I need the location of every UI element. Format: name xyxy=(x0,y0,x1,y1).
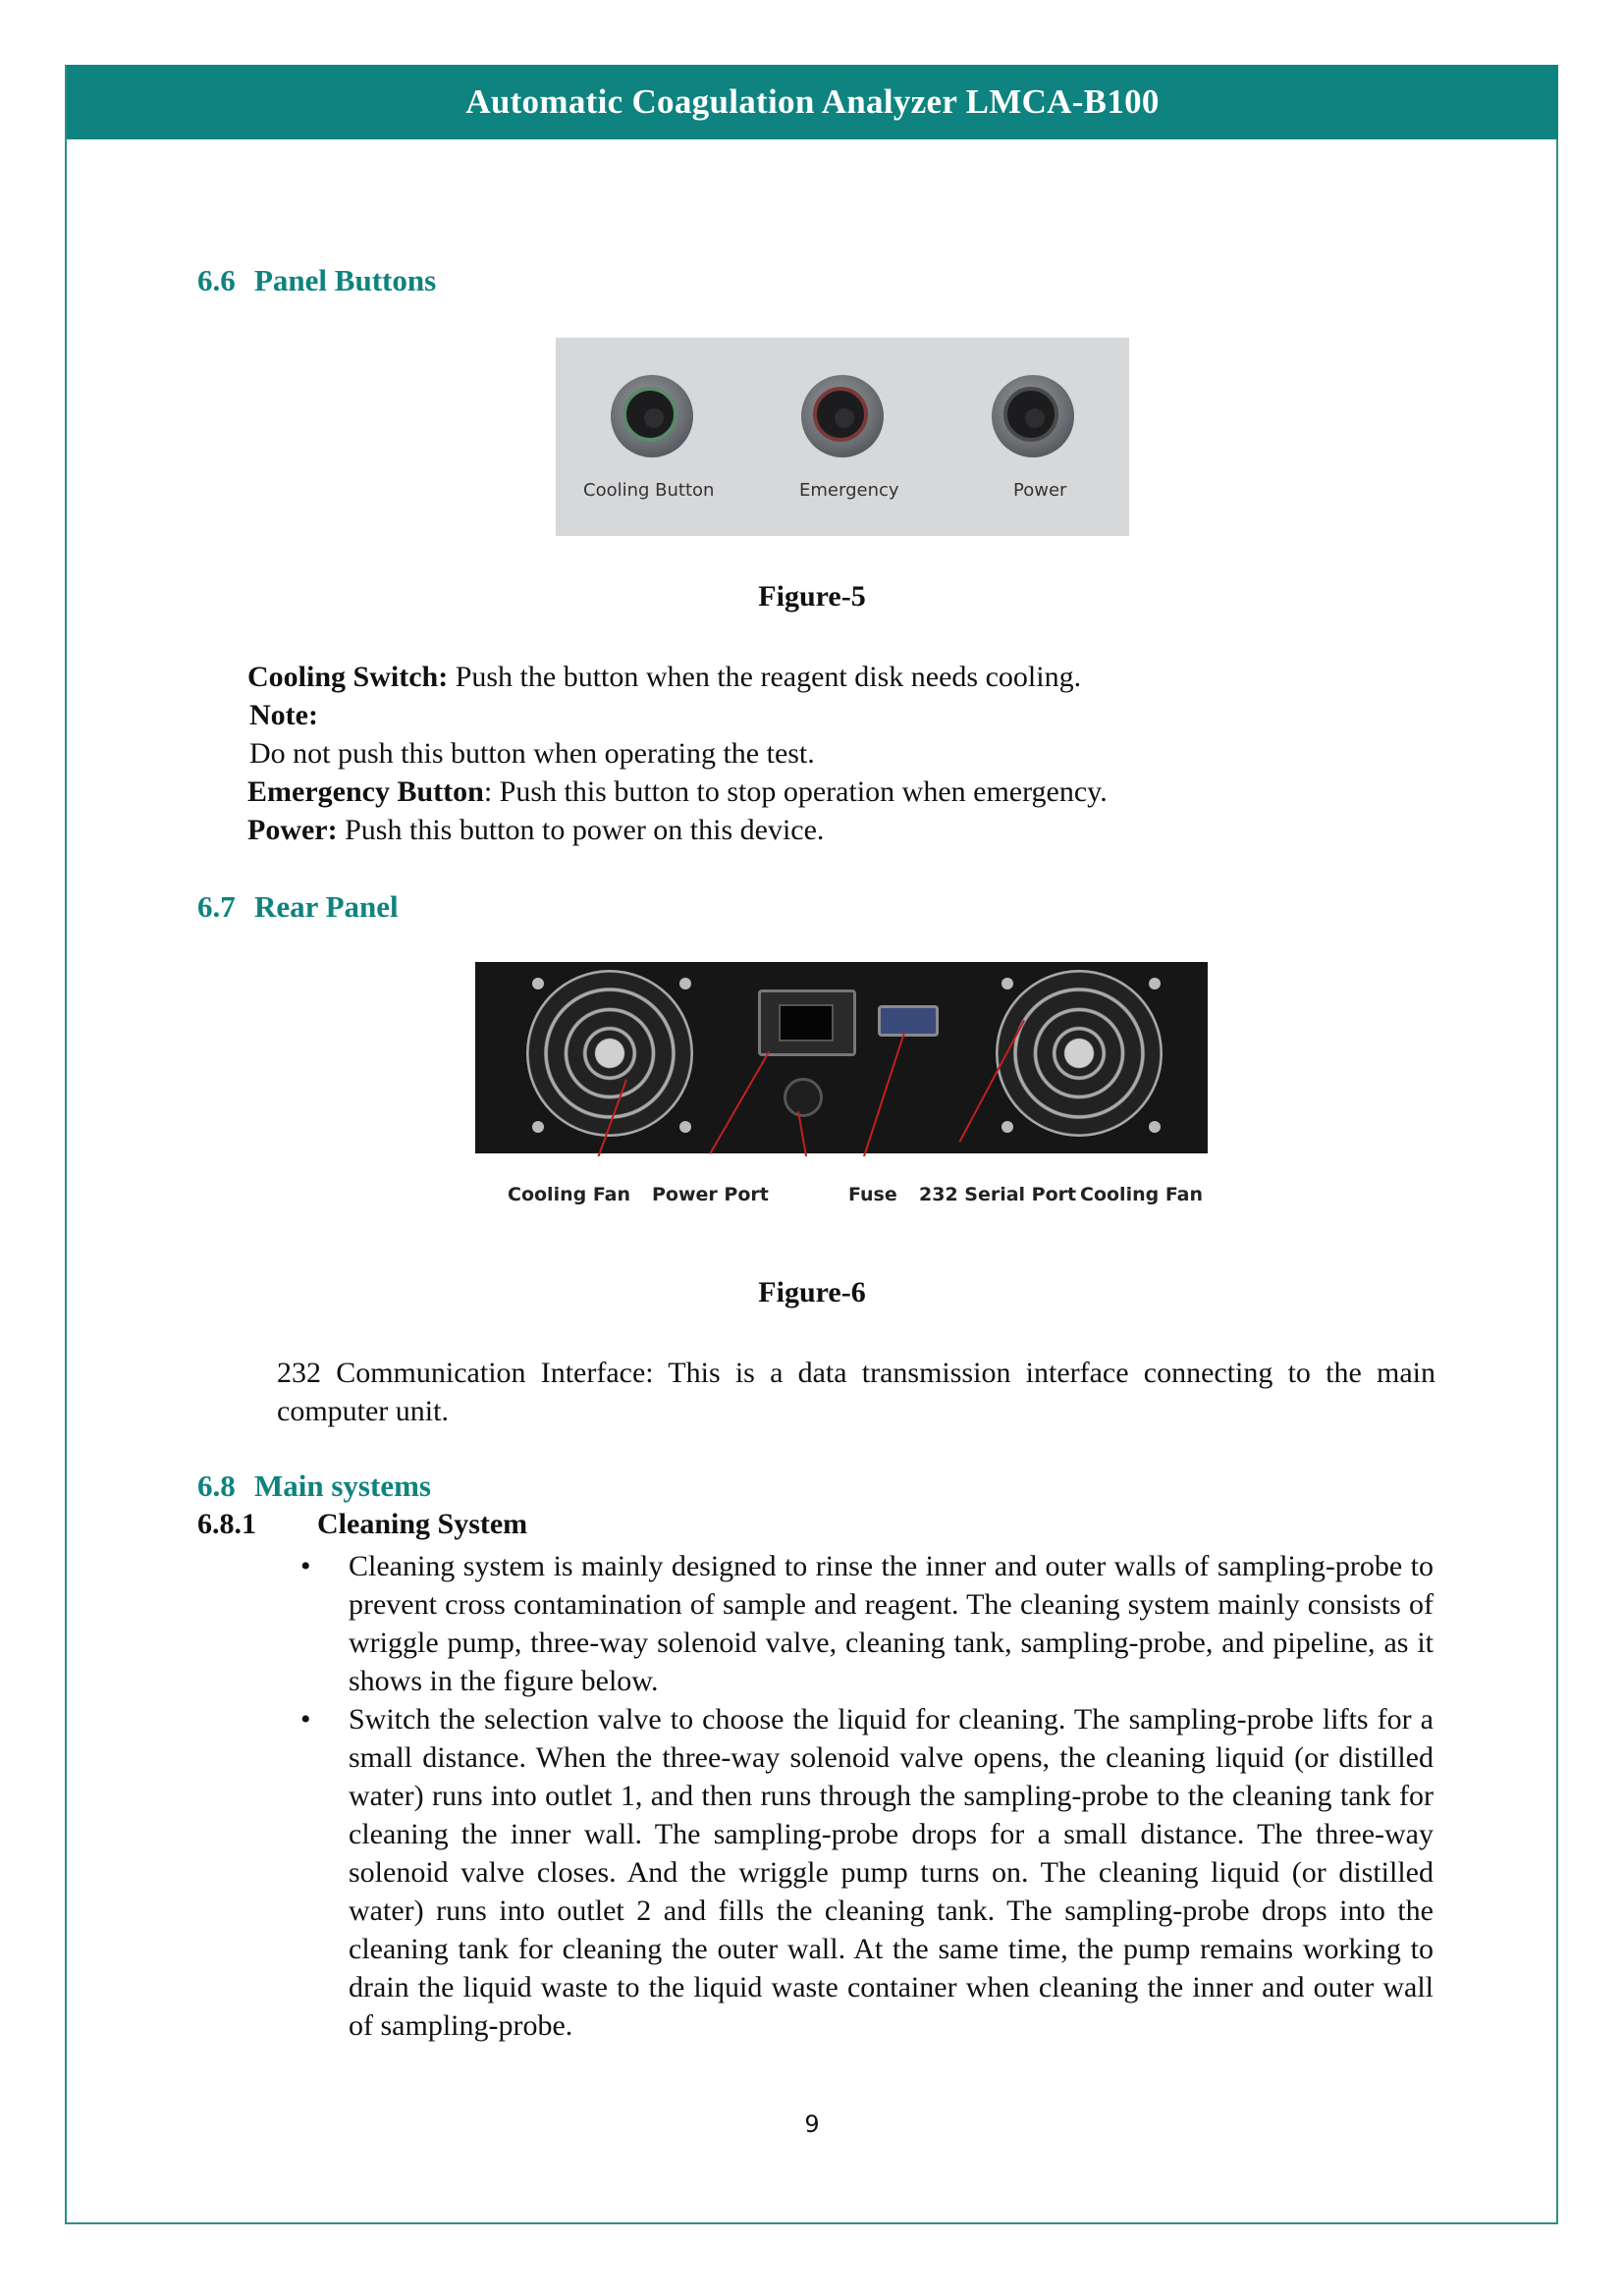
section-number: 6.7 xyxy=(197,889,236,924)
interface-paragraph: 232 Communication Interface: This is a data transmission interface connecting to the main computer unit. xyxy=(277,1357,1435,1427)
bullet-icon: • xyxy=(300,1703,311,1735)
power-desc xyxy=(247,811,824,849)
power-port-image xyxy=(758,989,856,1056)
note-text: Do not push this button when operating the test. xyxy=(249,737,815,770)
cooling-fan-left-image xyxy=(526,970,693,1137)
figure-5-caption: Figure-5 xyxy=(758,580,866,613)
power-label: Power: xyxy=(247,814,338,846)
figure5-label-power: Power xyxy=(1013,480,1067,501)
figure6-label-power-port: Power Port xyxy=(652,1184,769,1205)
cooling-switch-desc xyxy=(247,658,1081,696)
cooling-button-image xyxy=(611,375,693,457)
emergency-button-desc xyxy=(247,773,1108,811)
subsection-title: Cleaning System xyxy=(317,1508,528,1540)
page-header xyxy=(67,65,1558,139)
section-heading-6-8 xyxy=(197,1468,431,1504)
figure-6-labels xyxy=(475,1156,1208,1215)
emergency-button-label: Emergency Button xyxy=(247,775,484,808)
note-label-line xyxy=(249,696,318,734)
section-title: Panel Buttons xyxy=(254,263,437,297)
subsection-number: 6.8.1 xyxy=(197,1508,256,1540)
cooling-switch-text: Push the button when the reagent disk needs cooling. xyxy=(448,661,1082,693)
list-item: • Cleaning system is mainly designed to rinse the inner and outer walls of sampling-probe to prevent cross contamination of sample and reagent. The cleaning system mainly consists of wriggle pump, three-way solenoid valve, cleaning tank, sampling-probe, and pipeline, as it shows in the figure below. xyxy=(295,1547,1434,1700)
figure-6-caption: Figure-6 xyxy=(758,1276,866,1308)
note-label: Note: xyxy=(249,699,318,731)
section-title: Main systems xyxy=(254,1468,431,1503)
cooling-fan-right-image xyxy=(996,970,1163,1137)
figure6-label-cooling-fan-right: Cooling Fan xyxy=(1080,1184,1204,1205)
bullet-icon: • xyxy=(300,1550,311,1582)
serial-port-image xyxy=(878,1005,939,1037)
figure5-label-cooling: Cooling Button xyxy=(583,480,715,501)
figure5-label-emergency: Emergency xyxy=(799,480,899,501)
figure-6-rear-panel xyxy=(475,962,1208,1153)
figure6-label-serial-port: 232 Serial Port xyxy=(919,1184,1077,1205)
emergency-button-image xyxy=(801,375,884,457)
section-heading-6-7 xyxy=(197,889,399,925)
page-number: 9 xyxy=(804,2110,820,2138)
power-text: Push this button to power on this device. xyxy=(337,814,825,846)
header-title: Automatic Coagulation Analyzer LMCA-B100 xyxy=(465,82,1160,121)
fuse-image xyxy=(784,1078,823,1117)
section-number: 6.8 xyxy=(197,1468,236,1503)
figure6-label-fuse: Fuse xyxy=(848,1184,897,1205)
section-number: 6.6 xyxy=(197,263,236,297)
list-item: • Switch the selection valve to choose the liquid for cleaning. The sampling-probe lifts for a small distance. When the three-way solenoid valve opens, the cleaning liquid (or distilled water) runs into outlet 1, and then runs through the sampling-probe to the cleaning tank for cleaning the inner wall. The sampling-probe drops for a small distance. The three-way solenoid valve closes. And the wriggle pump turns on. The cleaning liquid (or distilled water) runs into outlet 2 and fills the cleaning tank. The sampling-probe drops into the cleaning tank for cleaning the outer wall. At the same time, the pump remains working to drain the liquid waste to the liquid waste container when cleaning the inner and outer wall of sampling-probe. xyxy=(295,1700,1434,2045)
section-title: Rear Panel xyxy=(254,889,399,924)
section-heading-6-8-1 xyxy=(197,1508,527,1541)
figure6-label-cooling-fan-left: Cooling Fan xyxy=(508,1184,631,1205)
cooling-switch-label: Cooling Switch: xyxy=(247,661,449,693)
power-button-image xyxy=(992,375,1074,457)
figure-5-panel-buttons xyxy=(556,338,1129,536)
cleaning-system-bullets xyxy=(295,1547,1434,2045)
emergency-button-text: : Push this button to stop operation when emergency. xyxy=(483,775,1108,808)
section-heading-6-6 xyxy=(197,263,436,298)
